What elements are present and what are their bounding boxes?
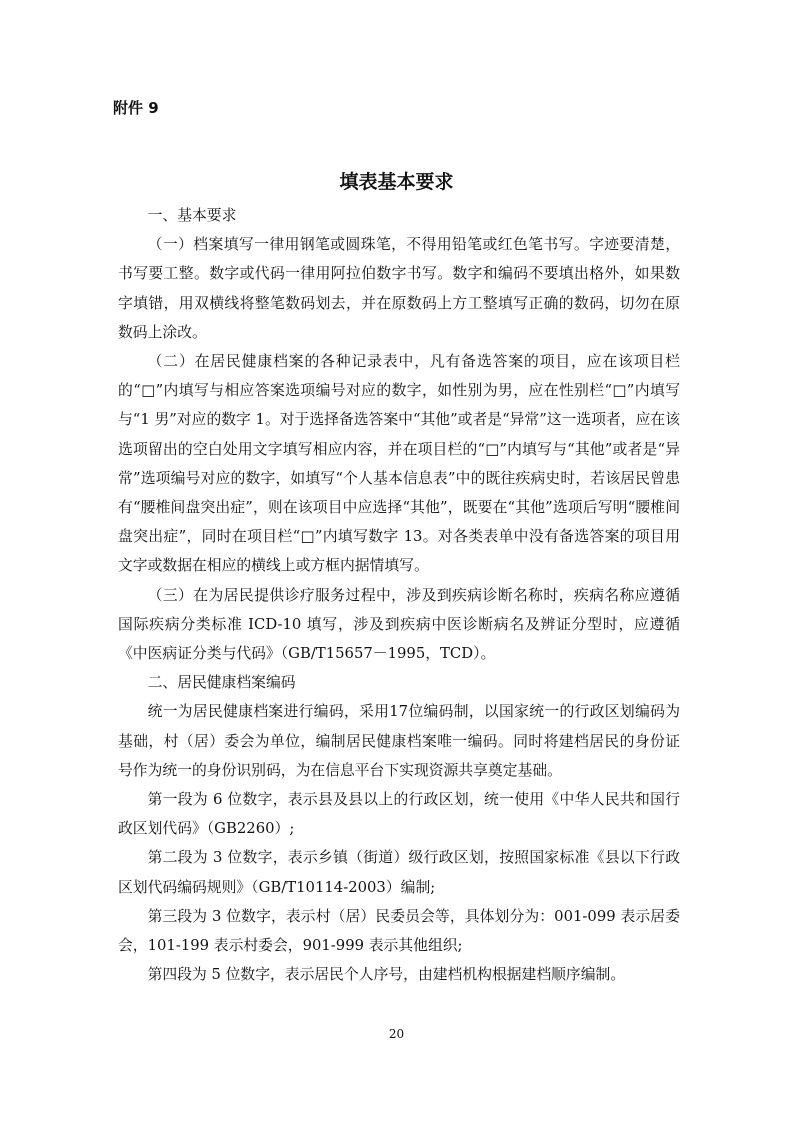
paragraph-numbering-overview: 统一为居民健康档案进行编码，采用17位编码制，以国家统一的行政区划编码为基础，村（居）委会为单位，编制居民健康档案唯一编码。同时将建档居民的身份证号作为统一的身份识别码，为在信息平台下实现资源共享奠定基础。	[118, 703, 680, 779]
document-title: 填表基本要求	[339, 171, 454, 193]
paragraph-segment-1: 第一段为 6 位数字，表示县及县以上的行政区划，统一使用《中华人民共和国行政区划代码》（GB2260）;	[118, 791, 680, 838]
page-number: 20	[388, 1027, 405, 1041]
section-heading-basic-requirements: 一、基本要求	[147, 207, 237, 224]
section-heading-record-numbering: 二、居民健康档案编码	[147, 674, 296, 692]
document-body	[118, 201, 680, 989]
paragraph-segment-3: 第三段为 3 位数字，表示村（居）民委员会等，具体划分为：001-099 表示居委会，101-199 表示村委会，901-999 表示其他组织;	[118, 907, 680, 955]
paragraph-option-boxes: （二）在居民健康档案的各种记录表中，凡有备选答案的项目，应在该项目栏的“□”内填写与相应答案选项编号对应的数字，如性别为男，应在性别栏“□”内填写与“1 男”对应的数字 1。对于选择备选答案中“其他”或者是“异常”这一选项者，应在该选项留出的空白处用文字填写相应内容，并在项目栏的“□”内填写与“其他”或者是“异常”选项编号对应的数字，如填写“个人基本信息表”中的既往疾病史时，若该居民曾患有“腰椎间盘突出症”，则在该项目中应选择“其他”，既要在“其他”选项后写明“腰椎间盘突出症”，同时在项目栏“□”内填写数字 13。对各类表单中没有备选答案的项目用文字或数据在相应的横线上或方框内据情填写。	[118, 353, 680, 575]
paragraph-segment-4: 第四段为 5 位数字，表示居民个人序号，由建档机构根据建档顺序编制。	[147, 966, 626, 984]
attachment-label: 附件 9	[113, 99, 159, 117]
paragraph-disease-coding: （三）在为居民提供诊疗服务过程中，涉及到疾病诊断名称时，疾病名称应遵循国际疾病分类标准 ICD-10 填写，涉及到疾病中医诊断病名及辨证分型时，应遵循《中医病证分类与代码》（GB/T15657－1995，TCD）。	[118, 586, 680, 663]
paragraph-filling-instructions: （一）档案填写一律用钢笔或圆珠笔，不得用铅笔或红色笔书写。字迹要清楚，书写要工整。数字或代码一律用阿拉伯数字书写。数字和编码不要填出格外，如果数字填错，用双横线将整笔数码划去，并在原数码上方工整填写正确的数码，切勿在原数码上涂改。	[118, 236, 680, 341]
paragraph-segment-2: 第二段为 3 位数字，表示乡镇（街道）级行政区划，按照国家标准《县以下行政区划代码编码规则》（GB/T10114-2003）编制;	[118, 849, 680, 896]
